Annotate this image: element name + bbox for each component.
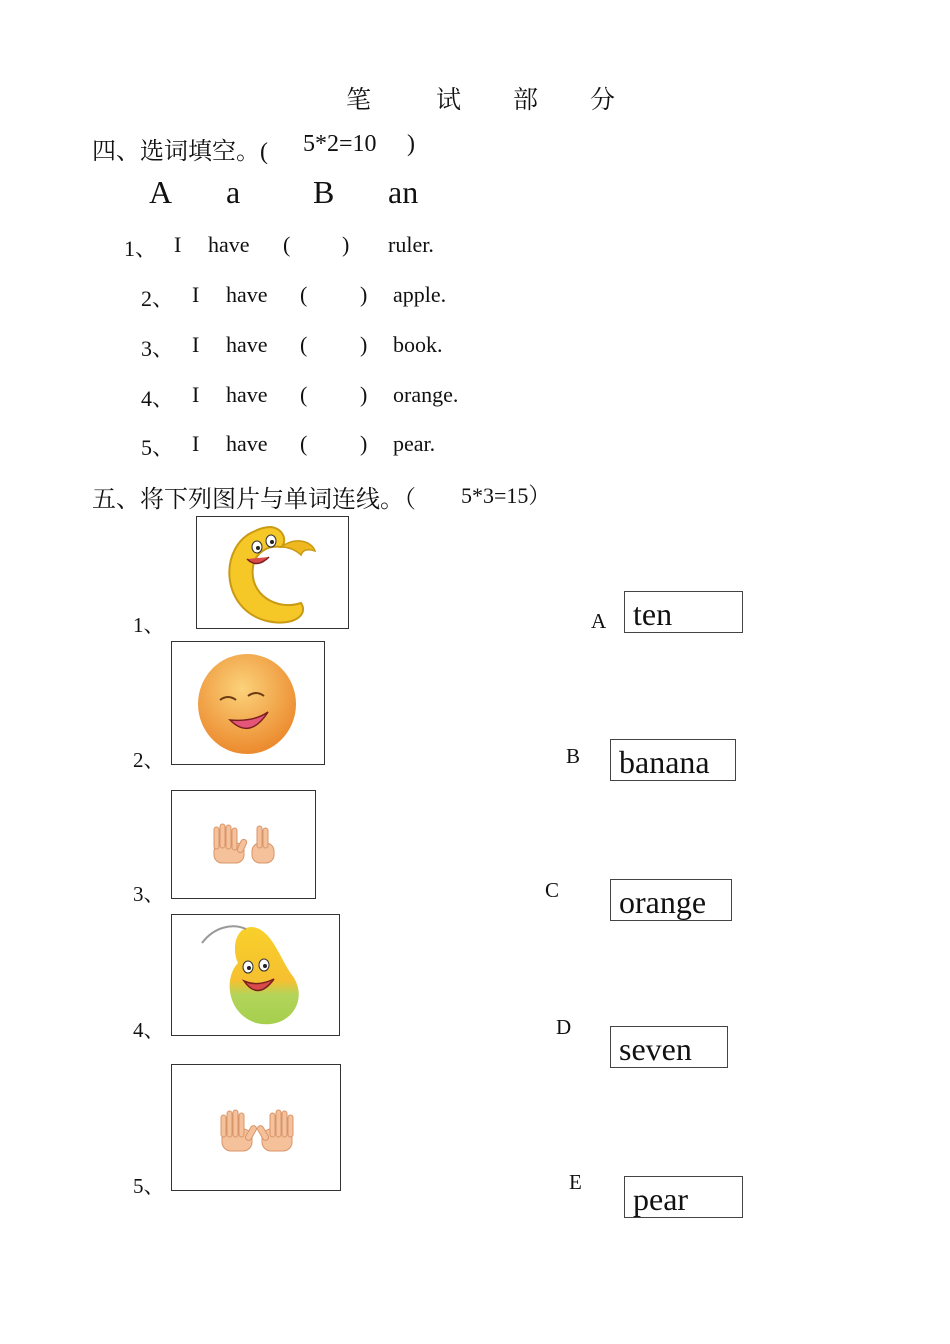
answer-open-paren[interactable]: ( (283, 232, 291, 257)
question-verb: have (226, 282, 268, 307)
answer-open-paren[interactable]: ( (300, 431, 308, 456)
question-object: apple. (393, 282, 447, 307)
picture-number: 2、 (133, 748, 165, 772)
question-subject: I (174, 232, 182, 257)
pear-icon (172, 915, 339, 1035)
section5-score: 5*3=15） (461, 483, 551, 508)
word-letter-D: D (556, 1015, 572, 1039)
picture-number: 1、 (133, 613, 165, 637)
picture-2[interactable] (171, 641, 325, 765)
question-object: pear. (393, 431, 436, 456)
section4-heading-text: 四、选词填空。( (92, 139, 268, 165)
option-a: a (226, 174, 241, 210)
word-letter-B: B (566, 744, 581, 768)
title-char: 部 (513, 87, 539, 114)
question-subject: I (192, 431, 200, 456)
picture-number: 4、 (133, 1018, 165, 1042)
section5-heading: 五、将下列图片与单词连线。（ (92, 487, 416, 513)
picture-3[interactable] (171, 790, 316, 899)
question-subject: I (192, 382, 200, 407)
question-verb: have (208, 232, 250, 257)
question-object: orange. (393, 382, 459, 407)
question-object: book. (393, 332, 443, 357)
question-number: 2、 (141, 286, 175, 311)
question-number: 5、 (141, 435, 175, 460)
answer-open-paren[interactable]: ( (300, 332, 308, 357)
question-subject: I (192, 332, 200, 357)
question-verb: have (226, 382, 268, 407)
question-verb: have (226, 332, 268, 357)
picture-1[interactable] (196, 516, 349, 629)
question-subject: I (192, 282, 200, 307)
word-box-banana[interactable]: banana (610, 739, 736, 781)
picture-number: 3、 (133, 882, 165, 906)
word-letter-E: E (569, 1170, 582, 1194)
answer-close-paren: ) (360, 382, 368, 407)
option-A: A (149, 174, 173, 210)
question-number: 3、 (141, 336, 175, 361)
word-letter-C: C (545, 878, 560, 902)
section4-close-paren: ) (407, 131, 415, 157)
banana-icon (197, 517, 348, 628)
answer-close-paren: ) (360, 282, 368, 307)
word-box-seven[interactable]: seven (610, 1026, 728, 1068)
orange-icon (172, 642, 324, 764)
word-box-orange[interactable]: orange (610, 879, 732, 921)
word-box-pear[interactable]: pear (624, 1176, 743, 1218)
picture-5[interactable] (171, 1064, 341, 1191)
question-number: 1、 (124, 236, 158, 261)
word-letter-A: A (591, 609, 607, 633)
picture-4[interactable] (171, 914, 340, 1036)
answer-close-paren: ) (360, 332, 368, 357)
ten-hands-icon (172, 1065, 340, 1190)
section4-heading (92, 131, 268, 166)
title-char: 试 (436, 87, 462, 114)
section4-score: 5*2=10 (303, 131, 377, 157)
answer-close-paren: ) (342, 232, 350, 257)
question-number: 4、 (141, 386, 175, 411)
word-box-ten[interactable]: ten (624, 591, 743, 633)
picture-number: 5、 (133, 1174, 165, 1198)
answer-close-paren: ) (360, 431, 368, 456)
answer-open-paren[interactable]: ( (300, 382, 308, 407)
title-char: 笔 (346, 87, 372, 114)
question-object: ruler. (388, 232, 434, 257)
answer-open-paren[interactable]: ( (300, 282, 308, 307)
title-char: 分 (590, 87, 616, 114)
seven-hands-icon (172, 791, 315, 898)
question-verb: have (226, 431, 268, 456)
option-an: an (388, 174, 419, 210)
option-B: B (313, 174, 335, 210)
